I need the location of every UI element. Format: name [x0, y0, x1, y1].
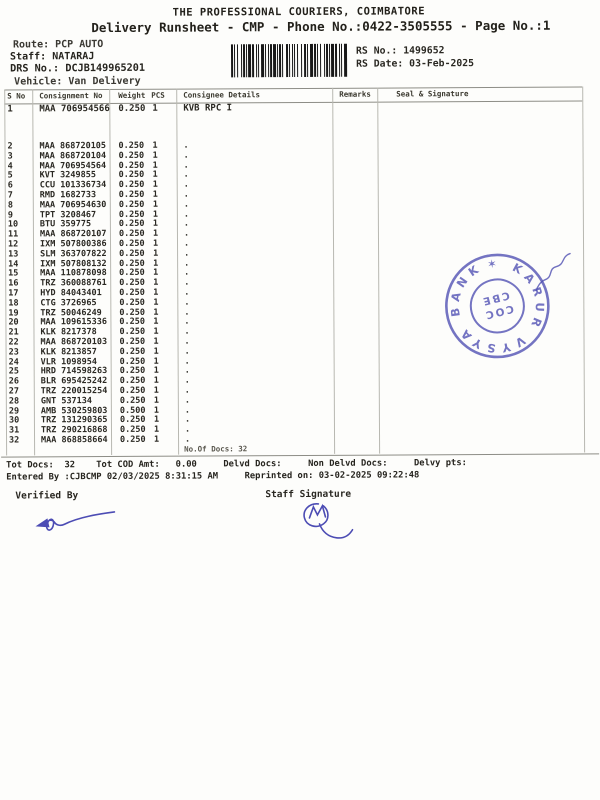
cell-p: 1	[153, 258, 159, 269]
cell-p: 1	[152, 103, 158, 114]
cell-w: 0.250	[119, 385, 146, 396]
cell-w: 0.250	[118, 189, 145, 200]
cell-p: 1	[153, 297, 159, 308]
cell-c: MAA 110878098	[40, 268, 107, 279]
cell-c: AMB 530259803	[40, 405, 108, 416]
cell-s: 30	[8, 415, 20, 426]
cell-s: 31	[8, 425, 20, 436]
cell-d: .	[184, 307, 190, 318]
cell-s: 28	[8, 396, 20, 407]
table-bottom-border	[1, 453, 599, 457]
cell-s: 10	[7, 219, 19, 230]
stamp-center-line1: COC	[482, 302, 516, 322]
cell-d: .	[183, 228, 190, 239]
cell-s: 27	[8, 386, 20, 397]
cell-s: 9	[7, 210, 14, 221]
svg-text:✶ KARUR VYSYA BANK	[437, 245, 558, 366]
cell-w: 0.250	[118, 199, 145, 210]
cell-w: 0.250	[119, 287, 145, 298]
cell-d: .	[184, 297, 190, 308]
col-header-seal: Seal & Signature	[396, 89, 469, 99]
verified-by-label: Verified By	[15, 490, 79, 502]
cell-s: 1	[7, 104, 13, 115]
cell-s: 8	[7, 200, 13, 211]
cell-w: 0.250	[119, 277, 145, 289]
cell-s: 22	[8, 337, 19, 348]
cell-w: 0.250	[119, 415, 146, 426]
cell-c: BTU 359775	[39, 219, 92, 230]
cell-p: 1	[153, 415, 160, 426]
cell-p: 1	[153, 395, 159, 406]
cell-d: .	[184, 424, 191, 435]
cell-w: 0.250	[119, 366, 146, 377]
cell-p: 1	[153, 317, 159, 328]
cell-s: 23	[8, 347, 19, 358]
cell-s: 24	[8, 357, 19, 368]
cell-s: 12	[7, 239, 19, 250]
col-header-remarks: Remarks	[339, 89, 371, 99]
cell-c: TRZ 131290365	[40, 415, 108, 426]
rs-date-line: RS Date: 03-Feb-2025	[356, 58, 475, 70]
stamp-inner-circle	[465, 274, 529, 338]
cell-p: 1	[153, 287, 159, 298]
cell-p: 1	[154, 434, 160, 445]
cell-p: 1	[152, 189, 158, 200]
cell-w: 0.250	[119, 326, 146, 338]
cell-p: 1	[152, 150, 158, 161]
cell-d: .	[184, 375, 190, 386]
col-header-pcs: PCS	[151, 90, 165, 100]
cell-d: .	[184, 385, 190, 396]
cell-s: 16	[8, 278, 19, 289]
cell-c: TRZ 290216868	[40, 425, 108, 436]
page-title: Delivery Runsheet - CMP - Phone No.:0422-3505555 - Page No.:1	[91, 17, 551, 36]
cell-d: .	[184, 395, 190, 406]
cell-p: 1	[153, 346, 159, 357]
cell-p: 1	[153, 405, 160, 416]
cell-w: 0.250	[118, 219, 145, 230]
cell-p: 1	[153, 326, 159, 337]
cell-d: .	[185, 434, 191, 445]
cell-s: 13	[8, 249, 19, 260]
cell-s: 15	[8, 268, 19, 279]
cell-w: 0.250	[118, 228, 145, 240]
cell-s: 25	[8, 366, 19, 377]
cell-d: .	[183, 160, 189, 171]
cell-p: 1	[152, 179, 158, 190]
stamp-center-line2: CBE	[479, 288, 511, 308]
cell-c: MAA 706954630	[39, 199, 107, 211]
cell-c: MAA 706954564	[39, 160, 107, 171]
cell-w: 0.250	[119, 375, 146, 387]
cell-c: MAA 109615336	[40, 317, 107, 328]
cell-c: SLM 363707822	[40, 248, 107, 260]
cell-p: 1	[152, 238, 159, 249]
cell-d: .	[184, 316, 190, 327]
cell-d: .	[184, 277, 190, 288]
entered-by-line: Entered By :CJBCMP 02/03/2025 8:31:15 AM Reprinted on: 03-02-2025 09:22:48	[6, 470, 420, 483]
cell-s: 20	[8, 317, 19, 328]
cell-d: .	[184, 346, 190, 357]
cell-w: 0.250	[119, 346, 146, 357]
cell-d: .	[184, 248, 190, 259]
pen-squiggle	[536, 254, 570, 291]
cell-s: 26	[8, 376, 20, 387]
cell-s: 32	[9, 435, 20, 446]
cell-d: .	[184, 336, 190, 347]
cell-s: 17	[8, 288, 19, 299]
barcode	[231, 44, 351, 78]
cell-s: 19	[8, 308, 19, 319]
cell-c: TPT 3208467	[39, 209, 97, 220]
company-title: THE PROFESSIONAL COURIERS, COIMBATORE	[172, 5, 426, 19]
cell-d: .	[184, 267, 190, 278]
cell-d: .	[184, 414, 191, 425]
cell-c: RMD 1682733	[39, 190, 97, 201]
cell-c: KVT 3249855	[39, 170, 96, 181]
cell-w: 0.500	[119, 405, 146, 416]
cell-c: IXM 507808132	[40, 258, 107, 269]
cell-s: 18	[8, 298, 19, 309]
cell-w: 0.250	[118, 103, 146, 114]
cell-w: 0.250	[118, 150, 145, 161]
cell-c: TRZ 50046249	[40, 307, 102, 318]
cell-d: .	[183, 209, 190, 220]
bank-stamp	[430, 243, 591, 374]
cell-p: 1	[152, 219, 159, 230]
cell-p: 1	[153, 268, 159, 279]
cell-s: 4	[7, 161, 13, 172]
cell-d: .	[184, 287, 190, 298]
cell-c: CCU 101336734	[39, 180, 107, 191]
cell-c: TRZ 360088761	[40, 278, 107, 289]
cell-c: TRZ 220015254	[40, 385, 108, 397]
staff-signature-tail	[319, 524, 352, 538]
cell-p: 1	[152, 160, 158, 171]
cell-w: 0.250	[118, 160, 145, 171]
table-top-border	[4, 87, 582, 91]
cell-s: 21	[8, 327, 19, 338]
cell-d: .	[184, 258, 190, 269]
cell-d: .	[183, 140, 189, 151]
cell-s: 3	[7, 151, 13, 162]
cell-c: BLR 695425242	[40, 376, 108, 387]
signatures	[1, 493, 600, 566]
verified-signature	[46, 512, 114, 530]
cell-d: .	[183, 189, 189, 200]
stamp-ring-text: ✶ KARUR VYSYA BANK	[447, 256, 547, 356]
col-header-sno: S No	[7, 91, 26, 101]
cell-p: 1	[153, 356, 159, 367]
cell-d: .	[183, 218, 190, 229]
cell-w: 0.250	[120, 434, 146, 445]
cell-c: CTG 3726965	[40, 297, 97, 309]
rs-number-line: RS No.: 1499652	[355, 45, 445, 57]
staff-signature-label: Staff Signature	[265, 488, 352, 501]
cell-p: 1	[152, 228, 159, 239]
cell-w: 0.250	[119, 258, 145, 269]
cell-d: .	[184, 326, 190, 337]
cell-p: 1	[153, 248, 159, 259]
cell-w: 0.250	[119, 317, 146, 328]
cell-w: 0.250	[118, 180, 145, 191]
cell-w: 0.250	[119, 268, 145, 279]
cell-c: MAA 868858664	[41, 434, 108, 446]
cell-p: 1	[152, 170, 158, 181]
cell-s: 14	[8, 259, 19, 270]
cell-c: GNT 537134	[40, 395, 93, 407]
cell-s: 11	[7, 229, 19, 240]
cell-c: MAA 706954566	[39, 103, 110, 115]
cell-d: .	[184, 405, 191, 416]
cell-p: 1	[153, 336, 159, 347]
cell-d: .	[183, 179, 189, 190]
table-row	[0, 102, 599, 117]
cell-c: VLR 1098954	[40, 356, 97, 367]
cell-w: 0.250	[119, 307, 145, 318]
cell-s: 6	[7, 180, 13, 191]
cell-w: 0.250	[119, 356, 146, 367]
cell-c: MAA 868720107	[39, 229, 107, 240]
cell-p: 1	[152, 140, 158, 151]
cell-s: 7	[7, 190, 13, 201]
cell-w: 0.250	[119, 248, 145, 259]
col-header-weight: Weight	[118, 90, 146, 100]
cell-p: 1	[153, 307, 159, 318]
cell-s: 2	[7, 141, 13, 152]
col-header-consignment: Consignment No	[39, 91, 103, 101]
no-of-docs: No.Of Docs: 32	[184, 444, 248, 454]
cell-p: 1	[153, 277, 159, 288]
staff-signature-m	[309, 506, 325, 518]
cell-d: .	[184, 365, 190, 376]
cell-w: 0.250	[118, 170, 145, 181]
cell-s: 29	[8, 405, 20, 417]
cell-w: 0.250	[119, 336, 146, 347]
cell-w: 0.250	[118, 140, 145, 151]
cell-s: 5	[7, 170, 13, 181]
cell-w: 0.250	[118, 238, 145, 249]
cell-w: 0.250	[118, 209, 145, 220]
totals-line: Tot Docs: 32 Tot COD Amt: 0.00 Delvd Docs: Non Delvd Docs: Delvy pts:	[6, 458, 467, 471]
staff-line: Staff: NATARAJ	[10, 51, 95, 63]
cell-d: .	[183, 238, 190, 249]
cell-d: .	[183, 150, 189, 161]
route-line: Route: PCP AUTO	[12, 39, 104, 51]
cell-c: MAA 868720103	[40, 336, 108, 348]
cell-c: MAA 868720105	[39, 141, 107, 152]
cell-c: HRD 714598263	[40, 366, 108, 377]
cell-p: 1	[153, 424, 160, 435]
cell-c: HYD 84043401	[40, 287, 102, 299]
table-row	[1, 433, 600, 446]
cell-c: KLK 8217378	[40, 327, 97, 338]
cell-d: .	[183, 169, 189, 180]
cell-w: 0.250	[119, 297, 145, 308]
cell-w: 0.250	[119, 395, 146, 406]
cell-w: 0.250	[119, 424, 146, 436]
cell-c: KLK 8213857	[40, 346, 97, 358]
cell-p: 1	[152, 199, 158, 210]
cell-d: .	[183, 199, 189, 210]
col-header-consignee: Consignee Details	[183, 90, 261, 100]
vehicle-line: Vehicle: Van Delivery	[14, 75, 141, 88]
cell-p: 1	[152, 209, 159, 220]
cell-c: IXM 507800386	[39, 238, 107, 250]
cell-d: .	[184, 356, 190, 367]
cell-c: MAA 868720104	[39, 150, 107, 162]
cell-d: KVB RPC I	[183, 103, 233, 114]
cell-p: 1	[153, 366, 159, 377]
cell-p: 1	[153, 375, 159, 386]
drs-number-line: DRS No.: DCJB149965201	[10, 62, 146, 75]
cell-p: 1	[153, 385, 159, 396]
